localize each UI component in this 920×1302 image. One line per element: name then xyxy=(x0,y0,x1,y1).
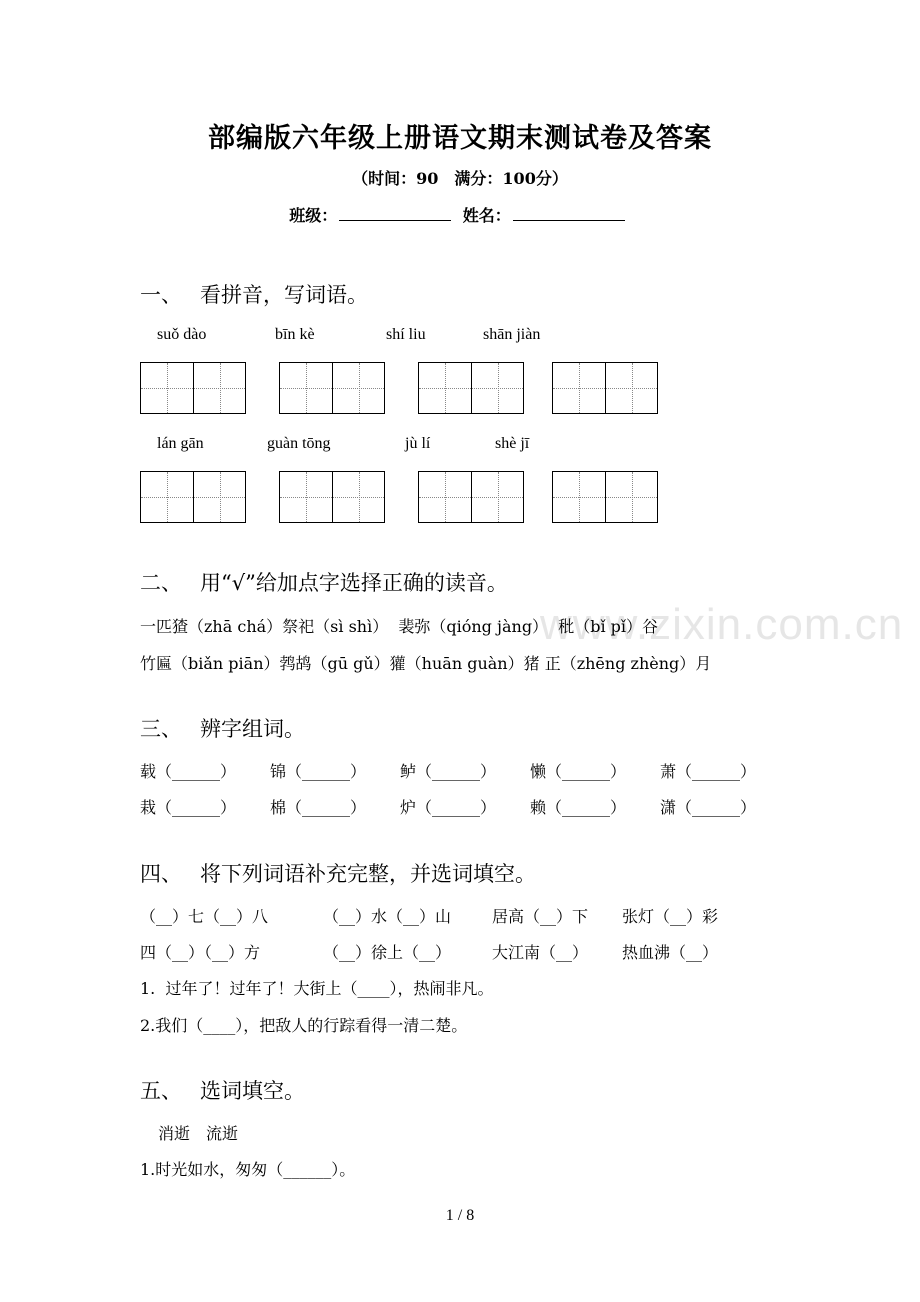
fill-in-question: 1. 过年了！过年了！大街上（____），热闹非凡。 xyxy=(140,979,494,998)
word-group-item: 锦（______） xyxy=(270,762,367,781)
writing-grid[interactable] xyxy=(140,362,246,414)
page-title: 部编版六年级上册语文期末测试卷及答案 xyxy=(208,123,712,154)
section-title: 选词填空。 xyxy=(200,1079,305,1103)
idiom-item: （__）水（__）山 xyxy=(323,907,452,926)
pinyin-label: jù lí xyxy=(405,435,431,452)
section-number: 四、 xyxy=(140,862,182,886)
student-info xyxy=(0,203,920,226)
writing-grid[interactable] xyxy=(279,471,385,523)
watermark: www.zixin.com.cn xyxy=(540,600,904,649)
pinyin-label: shān jiàn xyxy=(483,326,541,343)
word-group-item: 鲈（______） xyxy=(400,762,497,781)
idiom-item: 热血沸（__） xyxy=(622,943,719,962)
pinyin-label: shí liu xyxy=(386,326,426,343)
writing-grid[interactable] xyxy=(552,471,658,523)
section-3-heading xyxy=(140,713,305,743)
section-title: 辨字组词。 xyxy=(200,717,305,741)
word-group-item: 萧（______） xyxy=(660,762,757,781)
word-group-item: 栽（______） xyxy=(140,798,237,817)
idiom-item: （__）徐上（__） xyxy=(323,943,452,962)
section-number: 三、 xyxy=(140,717,182,741)
writing-grid[interactable] xyxy=(279,362,385,414)
writing-grid[interactable] xyxy=(140,471,246,523)
fill-in-question: 2.我们（____），把敌人的行踪看得一清二楚。 xyxy=(140,1016,468,1035)
idiom-item: 四（__）（__）方 xyxy=(140,943,261,962)
exam-subtitle: （时间：90 满分：100分） xyxy=(352,169,568,188)
writing-grid[interactable] xyxy=(418,471,524,523)
word-group-item: 棉（______） xyxy=(270,798,367,817)
word-group-item: 赖（______） xyxy=(530,798,627,817)
word-options: 消逝 流逝 xyxy=(158,1124,239,1143)
idiom-item: 居高（__）下 xyxy=(492,907,589,926)
pronunciation-line: 竹匾（biǎn piān）鹁鸪（gū gǔ）獾（huān guàn）猪 正（zhēng zhèng）月 xyxy=(140,654,712,673)
section-5-heading xyxy=(140,1075,305,1105)
section-1-heading xyxy=(140,279,368,309)
word-group-item: 懒（______） xyxy=(530,762,627,781)
section-title: 用“√”给加点字选择正确的读音。 xyxy=(200,571,508,595)
section-4-heading xyxy=(140,858,536,888)
class-blank[interactable] xyxy=(339,206,451,221)
section-title: 看拼音，写词语。 xyxy=(200,283,368,307)
page-number: 1 / 8 xyxy=(445,1207,475,1224)
section-title: 将下列词语补充完整，并选词填空。 xyxy=(200,862,536,886)
class-label: 班级： xyxy=(289,206,338,225)
section-number: 五、 xyxy=(140,1079,182,1103)
pinyin-label: shè jī xyxy=(495,435,530,452)
section-number: 一、 xyxy=(140,283,182,307)
pinyin-label: lán gān xyxy=(157,435,204,452)
name-label: 姓名： xyxy=(462,206,511,225)
pinyin-label: suǒ dào xyxy=(157,326,207,343)
pinyin-label: guàn tōng xyxy=(267,435,331,452)
pinyin-label: bīn kè xyxy=(275,326,315,343)
word-group-item: 炉（______） xyxy=(400,798,497,817)
word-group-item: 潇（______） xyxy=(660,798,757,817)
idiom-item: （__）七（__）八 xyxy=(140,907,269,926)
idiom-item: 大江南（__） xyxy=(492,943,589,962)
name-blank[interactable] xyxy=(513,206,625,221)
word-group-item: 载（______） xyxy=(140,762,237,781)
writing-grid[interactable] xyxy=(418,362,524,414)
section-number: 二、 xyxy=(140,571,182,595)
fill-in-question: 1.时光如水，匆匆（______）。 xyxy=(140,1160,356,1179)
idiom-item: 张灯（__）彩 xyxy=(622,907,719,926)
pronunciation-line: 一匹猹（zhā chá）祭祀（sì shì） 裴弥（qióng jàng） 秕（bǐ pǐ）谷 xyxy=(140,617,659,636)
writing-grid[interactable] xyxy=(552,362,658,414)
section-2-heading xyxy=(140,567,508,597)
